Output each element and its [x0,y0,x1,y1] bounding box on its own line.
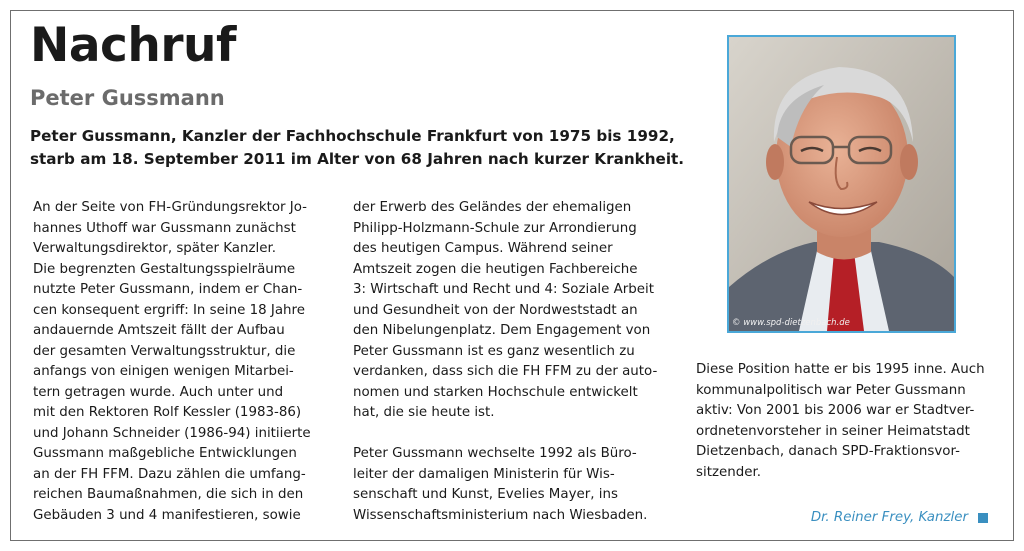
text-column-2 [353,198,657,526]
text-column-1 [33,198,311,526]
text-line: nutzte Peter Gussmann, indem er Chan- [33,282,303,297]
text-line: hannes Uthoff war Gussmann zunächst [33,220,296,236]
text-line: verdanken, dass sich die FH FFM zu der auto- [353,364,658,379]
lead-line: Peter Gussmann, Kanzler der Fachhochschule Frankfurt von 1975 bis 1992, [30,127,675,145]
text-line: Peter Gussmann wechselte 1992 als Büro- [353,446,637,461]
text-line: reichen Baumaßnahmen, die sich in den [33,487,304,502]
text-line: Dietzenbach, danach SPD-Fraktionsvor- [696,444,960,459]
text-line: Die begrenzten Gestaltungsspielräume [33,261,296,277]
text-line: Gebäuden 3 und 4 manifestieren, sowie [33,507,301,523]
text-line: 3: Wirtschaft und Recht und 4: Soziale Arbeit [353,282,655,297]
text-line: und Johann Schneider (1986-94) initiierte [33,425,311,441]
text-line: kommunalpolitisch war Peter Gussmann [696,382,966,398]
text-line: der Erwerb des Geländes der ehemaligen [353,200,632,215]
text-line: andauernde Amtszeit fällt der Aufbau [33,323,285,338]
text-line: Peter Gussmann ist es ganz wesentlich zu [353,343,635,359]
text-line: ordnetenvorsteher in seiner Heimatstadt [696,423,970,439]
lead-line: starb am 18. September 2011 im Alter von 68 Jahren nach kurzer Krankheit. [30,150,685,168]
text-line: leiter der damaligen Ministerin für Wis- [353,466,615,482]
page-title: Nachruf [30,18,236,73]
paragraph-gap [353,424,657,445]
text-line: nomen und starken Hochschule entwickelt [353,384,638,400]
portrait-illustration [729,37,954,331]
text-line: an der FH FFM. Dazu zählen die umfang- [33,466,306,482]
photo-credit: © www.spd-dietzenbach.de [732,318,850,328]
text-line: Wissenschaftsministerium nach Wiesbaden. [353,507,648,523]
lead-paragraph [30,125,685,171]
text-line: des heutigen Campus. Während seiner [353,241,613,256]
text-line: den Nibelungenplatz. Dem Engagement von [353,323,651,338]
text-line: tern getragen wurde. Auch unter und [33,384,284,400]
article-subtitle: Peter Gussmann [30,86,225,110]
text-line: und Gesundheit von der Nordweststadt an [353,302,638,318]
text-line: mit den Rektoren Rolf Kessler (1983-86) [33,405,302,420]
text-line: aktiv: Von 2001 bis 2006 war er Stadtver- [696,403,975,418]
text-line: Philipp-Holzmann-Schule zur Arrondierung [353,220,637,236]
text-line: senschaft und Kunst, Evelies Mayer, ins [353,487,618,502]
text-line: hat, die sie heute ist. [353,405,495,420]
text-line: Amtszeit zogen die heutigen Fachbereiche [353,261,638,277]
text-line: anfangs von einigen wenigen Mitarbei- [33,364,294,379]
text-line: sitzender. [696,464,761,480]
author-signature: Dr. Reiner Frey, Kanzler [810,510,968,525]
text-line: Diese Position hatte er bis 1995 inne. Auch [696,362,985,377]
text-line: An der Seite von FH-Gründungsrektor Jo- [33,200,307,215]
text-line: cen konsequent ergriff: In seine 18 Jahre [33,302,305,318]
text-line: der gesamten Verwaltungsstruktur, die [33,343,296,359]
text-line: Verwaltungsdirektor, später Kanzler. [33,241,277,256]
text-column-3 [696,360,985,483]
text-line: Gussmann maßgebliche Entwicklungen [33,446,297,461]
end-of-article-square-icon [978,513,988,523]
portrait-photo [727,35,956,333]
